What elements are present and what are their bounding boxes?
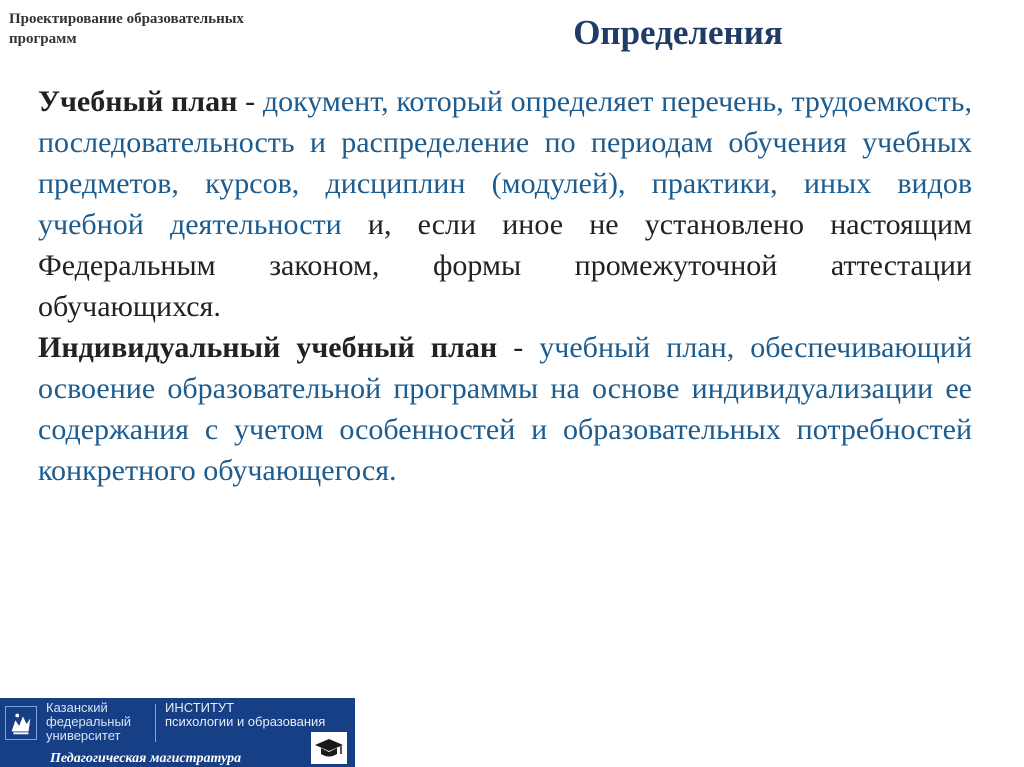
definition-term: Учебный план bbox=[38, 85, 238, 118]
definition-separator: - bbox=[237, 85, 263, 118]
definition-paragraph bbox=[38, 81, 972, 327]
course-header-line: программ bbox=[9, 31, 77, 47]
university-name-line: университет bbox=[46, 728, 121, 743]
university-footer-logo bbox=[0, 698, 355, 767]
definition-paragraph bbox=[38, 327, 972, 491]
definition-text-rest: и, если иное не установлено настоящим Федеральным законом, формы промежуточной аттестации обучающихся. bbox=[38, 208, 972, 323]
definition-text: учебный план, обеспечивающий освоение образовательной программы на основе индивидуализации ее содержания с учетом особенностей и образовательных потребностей конкретного обучающегося. bbox=[38, 331, 972, 487]
definitions-body bbox=[38, 81, 972, 491]
course-header-line: Проектирование образовательных bbox=[9, 11, 244, 27]
kfu-emblem-icon bbox=[5, 706, 37, 740]
definition-term: Индивидуальный учебный план bbox=[38, 331, 498, 364]
program-name: Педагогическая магистратура bbox=[50, 751, 242, 766]
definition-separator: - bbox=[497, 331, 540, 364]
slide-title: Определения bbox=[573, 13, 783, 52]
institute-name-line: психологии и образования bbox=[165, 714, 326, 729]
definition-text: документ, который определяет перечень, трудоемкость, последовательность и распределение по периодам обучения учебных предметов, курсов, дисциплин (модулей), практики, иных видов учебной деятельности bbox=[38, 85, 972, 241]
graduation-cap-icon bbox=[311, 732, 347, 764]
university-name-line: федеральный bbox=[46, 714, 132, 729]
footer-divider bbox=[155, 704, 156, 742]
institute-name-line: ИНСТИТУТ bbox=[165, 700, 235, 715]
university-name-line: Казанский bbox=[46, 700, 108, 715]
